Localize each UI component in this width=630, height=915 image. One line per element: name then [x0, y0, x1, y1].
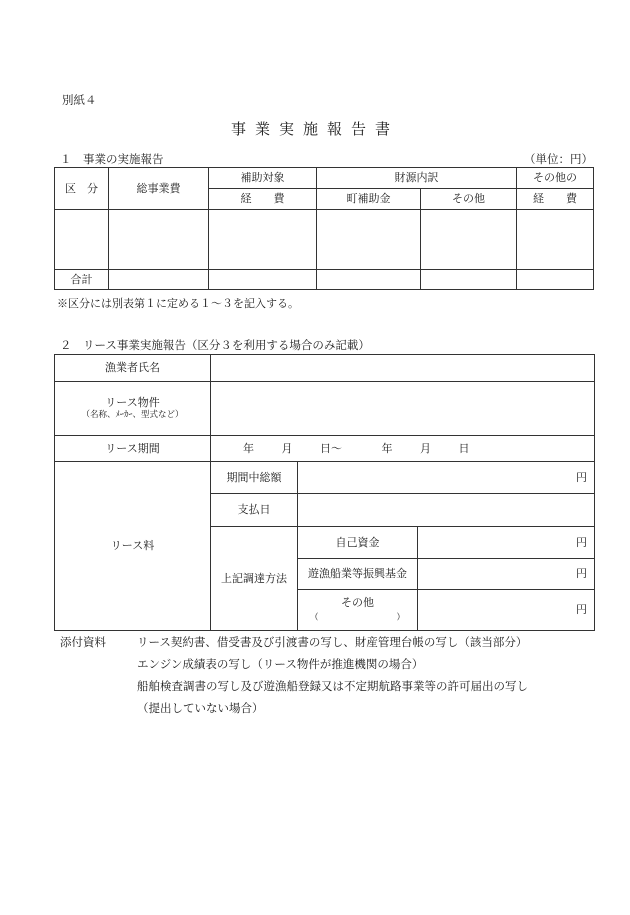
lease-period-label: リース期間 — [55, 436, 211, 462]
attachment-item: （提出していない場合） — [137, 701, 264, 715]
sheet-number: 別紙４ — [62, 93, 97, 107]
period-month-2: 月 — [420, 441, 431, 455]
header-other-cost-2: 経 費 — [517, 189, 594, 210]
other-fund-cell[interactable] — [418, 590, 595, 631]
period-day-1: 日～ — [320, 441, 342, 455]
period-year-2: 年 — [381, 441, 393, 455]
yen-label: 円 — [576, 603, 588, 617]
fisher-name-label: 漁業者氏名 — [55, 355, 211, 382]
entry-fund-other-cell[interactable] — [421, 210, 517, 270]
attachment-item: エンジン成績表の写し（リース物件が推進機関の場合） — [137, 657, 424, 671]
funding-method-label: 上記調達方法 — [211, 527, 298, 631]
header-town-subsidy: 町補助金 — [317, 189, 421, 210]
own-funds-cell[interactable] — [418, 527, 595, 559]
period-month-1: 月 — [281, 441, 293, 455]
header-total-cost: 総事業費 — [109, 168, 209, 210]
total-total-cost-cell[interactable] — [109, 270, 209, 290]
header-other-cost-1: その他の — [517, 168, 594, 189]
header-subsidy-target-2: 経 費 — [209, 189, 317, 210]
attachment-item: リース契約書、借受書及び引渡書の写し、財産管理台帳の写し（該当部分） — [137, 635, 528, 649]
attachment-item: 船舶検査調書の写し及び遊漁船登録又は不定期航路事業等の許可届出の写し — [137, 679, 528, 693]
entry-town-subsidy-cell[interactable] — [317, 210, 421, 270]
other-fund-paren[interactable] — [298, 613, 417, 624]
header-fund-breakdown: 財源内訳 — [317, 168, 517, 189]
payment-date-label: 支払日 — [211, 494, 298, 527]
boat-fund-cell[interactable] — [418, 559, 595, 590]
lease-item-subtitle: （名称、ﾒｰｶｰ、型式など） — [81, 410, 184, 421]
other-fund-label — [298, 590, 418, 631]
own-funds-label: 自己資金 — [298, 527, 418, 559]
boat-fund-label: 遊漁船業等振興基金 — [298, 559, 418, 590]
total-town-subsidy-cell[interactable] — [317, 270, 421, 290]
attachments-label: 添付資料 — [60, 635, 106, 649]
total-subsidy-target-cell[interactable] — [209, 270, 317, 290]
lease-item-label — [55, 382, 211, 436]
entry-total-cost-cell[interactable] — [109, 210, 209, 270]
period-year-1: 年 — [243, 441, 254, 455]
period-day-2: 日 — [458, 441, 470, 455]
yen-label: 円 — [576, 470, 588, 484]
document-title: 事業実施報告書 — [230, 120, 399, 138]
lease-period-cell[interactable] — [211, 436, 595, 462]
implementation-report-table — [54, 167, 594, 290]
header-subsidy-target-1: 補助対象 — [209, 168, 317, 189]
unit-label: （単位：円） — [524, 152, 593, 166]
total-other-cost-cell[interactable] — [517, 270, 594, 290]
yen-label: 円 — [576, 567, 588, 581]
category-note: ※区分には別表第１に定める１～３を記入する。 — [57, 297, 299, 310]
lease-report-table — [54, 354, 595, 631]
entry-other-cost-cell[interactable] — [517, 210, 594, 270]
header-fund-other: その他 — [421, 189, 517, 210]
yen-label: 円 — [576, 535, 588, 549]
lease-item-title: リース物件 — [105, 396, 160, 410]
entry-subsidy-target-cell[interactable] — [209, 210, 317, 270]
section1-title: １ 事業の実施報告 — [60, 152, 164, 166]
total-fund-other-cell[interactable] — [421, 270, 517, 290]
section2-title: ２ リース事業実施報告（区分３を利用する場合のみ記載） — [60, 338, 370, 352]
paren-close: ） — [396, 613, 406, 624]
fisher-name-cell[interactable] — [211, 355, 595, 382]
payment-date-cell[interactable] — [298, 494, 595, 527]
total-amount-cell[interactable] — [298, 462, 595, 494]
lease-item-cell[interactable] — [211, 382, 595, 436]
total-row-label: 合計 — [55, 270, 109, 290]
paren-open: （ — [309, 613, 319, 624]
other-fund-title: その他 — [341, 596, 374, 610]
total-amount-label: 期間中総額 — [211, 462, 298, 494]
lease-fee-label: リース料 — [55, 462, 211, 631]
entry-category-cell[interactable] — [55, 210, 109, 270]
header-category: 区 分 — [55, 168, 109, 210]
